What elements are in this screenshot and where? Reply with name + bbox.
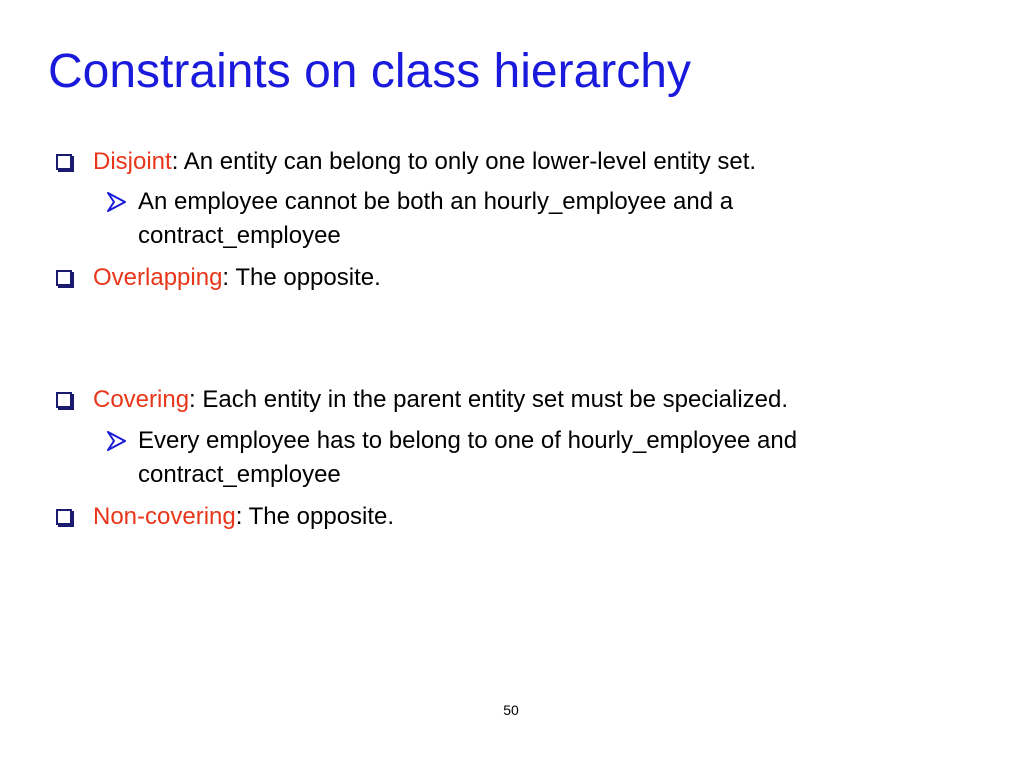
sub-bullet-covering-example [106,424,926,492]
term-disjoint: Disjoint [93,148,172,175]
definition-disjoint: : An entity can belong to only one lower-level entity set. [171,148,757,175]
bullet-overlapping [56,261,956,295]
term-overlapping: Overlapping [93,264,223,291]
bullet-text [93,383,956,417]
bullet-non-covering [56,500,956,534]
term-covering: Covering [93,386,190,413]
bullet-text [93,145,956,179]
example-text-covering: Every employee has to belong to one of hourly_employee and contract_employee [138,427,798,488]
slide-title: Constraints on class hierarchy [48,45,691,98]
definition-covering: : Each entity in the parent entity set must be specialized. [189,386,789,413]
hollow-square-bullet-icon [56,392,72,408]
term-non-covering: Non-covering [93,503,236,530]
bullet-text [93,261,956,295]
bullet-covering [56,383,956,417]
hollow-square-bullet-icon [56,154,72,170]
example-text-disjoint: An employee cannot be both an hourly_employee and a contract_employee [138,188,734,249]
definition-non-covering: : The opposite. [235,503,395,530]
hollow-square-bullet-icon [56,509,72,525]
arrow-bullet-icon [106,192,126,212]
page-number: 50 [503,702,519,718]
hollow-square-bullet-icon [56,270,72,286]
definition-overlapping: : The opposite. [222,264,381,291]
bullet-text [93,500,956,534]
arrow-bullet-icon [106,431,126,451]
sub-bullet-disjoint-example [106,185,926,253]
bullet-disjoint [56,145,956,179]
